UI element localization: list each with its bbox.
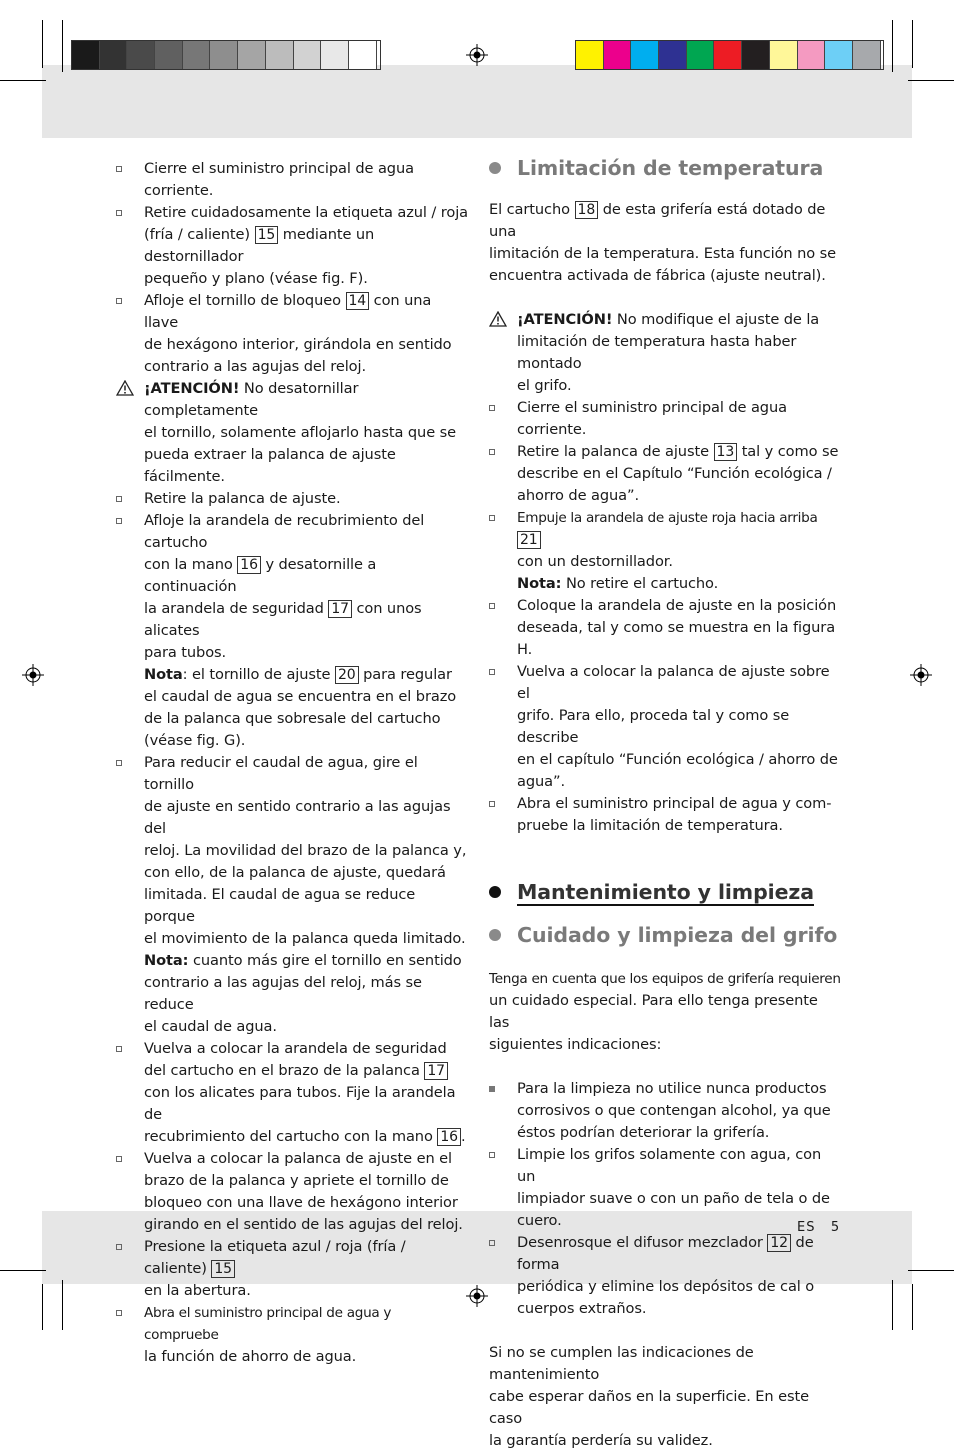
registration-mark-icon	[466, 44, 488, 66]
color-swatch	[798, 41, 826, 69]
warning-triangle-icon	[116, 380, 134, 396]
color-swatch	[659, 41, 687, 69]
color-swatch	[825, 41, 853, 69]
paragraph: Tenga en cuenta que los equipos de grifería requieren un cuidado especial. Para ello tenga presente las siguientes indicaciones:	[489, 971, 841, 1053]
part-number: 16	[437, 1128, 461, 1146]
heading-bullet-icon	[489, 162, 501, 174]
checkbox-bullet-icon	[489, 449, 495, 455]
part-number: 16	[237, 556, 261, 574]
checkbox-bullet-icon	[116, 298, 122, 304]
checkbox-bullet-icon	[489, 801, 495, 807]
checkbox-bullet-icon	[116, 1046, 122, 1052]
color-swatch	[714, 41, 742, 69]
color-swatch	[349, 41, 377, 69]
grey-calibration-bar	[71, 40, 381, 70]
crop-mark	[62, 1280, 63, 1330]
list-item: Retire la palanca de ajuste.	[116, 488, 468, 510]
part-number: 15	[255, 226, 279, 244]
crop-mark	[0, 1270, 46, 1271]
checkbox-bullet-icon	[116, 496, 122, 502]
list-item: Vuelva a colocar la palanca de ajuste en el brazo de la palanca y apriete el tornillo de bloqueo con una llave de hexágono interior girando en el sentido de las agujas del reloj.	[116, 1148, 468, 1236]
color-swatch	[742, 41, 770, 69]
crop-mark	[912, 1284, 913, 1330]
list-item: Afloje la arandela de recubrimiento del cartucho con la mano 16 y desatornille a continuación la arandela de seguridad 17 con unos alicates para tubos. Nota: el tornillo de ajuste 20 para regular el caudal de agua se encuentra en el brazo de la palanca que sobresale del cartucho (véase fig. G).	[116, 510, 468, 752]
part-number: 13	[714, 443, 738, 461]
section-heading: Mantenimiento y limpieza	[489, 879, 841, 905]
checkbox-bullet-icon	[489, 405, 495, 411]
list-item: Vuelva a colocar la arandela de seguridad del cartucho en el brazo de la palanca 17 con los alicates para tubos. Fije la arandela de recubrimiento del cartucho con la mano 16 .	[116, 1038, 468, 1148]
list-item: Afloje el tornillo de bloqueo 14 con una llave de hexágono interior, girándola en sentido contrario a las agujas del reloj.	[116, 290, 468, 378]
paragraph: Si no se cumplen las indicaciones de mantenimiento cabe esperar daños en la superficie. En este caso la garantía perdería su validez.	[489, 1344, 809, 1449]
color-swatch	[100, 41, 128, 69]
heading-bullet-icon	[489, 886, 501, 898]
warning-triangle-icon	[489, 311, 507, 327]
list-item: Desenrosque el difusor mezclador 12 de forma periódica y elimine los depósitos de cal o cuerpos extraños.	[489, 1232, 841, 1320]
checkbox-bullet-icon	[489, 1152, 495, 1158]
crop-mark	[62, 20, 63, 72]
color-swatch	[604, 41, 632, 69]
crop-mark	[42, 1284, 43, 1330]
color-swatch	[127, 41, 155, 69]
part-number: 20	[335, 666, 359, 684]
list-item: Empuje la arandela de ajuste roja hacia arriba 21 con un destornillador. Nota: No retire el cartucho.	[489, 507, 841, 595]
color-swatch	[687, 41, 715, 69]
registration-mark-icon	[910, 664, 932, 686]
color-calibration-bar	[575, 40, 884, 70]
color-swatch	[266, 41, 294, 69]
color-swatch	[576, 41, 604, 69]
page-footer	[797, 1220, 840, 1235]
part-number: 18	[575, 201, 599, 219]
list-item: Retire la palanca de ajuste 13 tal y como se describe en el Capítulo “Función ecológica / ahorro de agua”.	[489, 441, 841, 507]
checkbox-bullet-icon	[116, 1244, 122, 1250]
paragraph: El cartucho 18 de esta grifería está dotado de una limitación de la temperatura. Esta función no se encuentra activada de fábrica (ajuste neutral).	[489, 201, 837, 284]
checkbox-bullet-icon	[116, 1310, 122, 1316]
language-code: ES	[797, 1220, 816, 1235]
part-number: 17	[328, 600, 352, 618]
list-item: Para la limpieza no utilice nunca productos corrosivos o que contengan alcohol, ya que éstos podrían deteriorar la grifería.	[489, 1078, 841, 1144]
list-item: Coloque la arandela de ajuste en la posición deseada, tal y como se muestra en la figura H.	[489, 595, 841, 661]
list-item: Limpie los grifos solamente con agua, con un limpiador suave o con un paño de tela o de cuero.	[489, 1144, 841, 1232]
checkbox-bullet-icon	[116, 518, 122, 524]
part-number: 14	[346, 292, 370, 310]
checkbox-bullet-icon	[489, 603, 495, 609]
crop-mark	[42, 20, 43, 68]
list-item: Cierre el suministro principal de agua corriente.	[116, 158, 468, 202]
checkbox-bullet-icon	[116, 210, 122, 216]
list-item: Retire cuidadosamente la etiqueta azul / roja (fría / caliente) 15 mediante un destornillador pequeño y plano (véase fig. F).	[116, 202, 468, 290]
color-swatch	[631, 41, 659, 69]
list-item: Para reducir el caudal de agua, gire el tornillo de ajuste en sentido contrario a las agujas del reloj. La movilidad del brazo de la palanca y, con ello, de la palanca de ajuste, quedará limitada. El caudal de agua se reduce porque el movimiento de la palanca queda limitado. Nota: cuanto más gire el tornillo en sentido contrario a las agujas del reloj, más se reduce el caudal de agua.	[116, 752, 468, 1038]
color-swatch	[238, 41, 266, 69]
list-item: Cierre el suministro principal de agua corriente.	[489, 397, 841, 441]
color-swatch	[155, 41, 183, 69]
checkbox-bullet-icon	[116, 166, 122, 172]
list-item: Presione la etiqueta azul / roja (fría / caliente) 15 en la abertura.	[116, 1236, 468, 1302]
crop-mark	[0, 80, 46, 81]
right-column	[489, 155, 841, 1452]
color-swatch	[210, 41, 238, 69]
section-heading: Cuidado y limpieza del grifo	[489, 922, 841, 948]
list-item: Abra el suministro principal de agua y com- pruebe la limitación de temperatura.	[489, 793, 841, 837]
checkbox-bullet-icon	[489, 669, 495, 675]
crop-mark	[908, 1270, 954, 1271]
page-number: 5	[830, 1220, 841, 1235]
crop-mark	[892, 20, 893, 72]
crop-mark	[912, 20, 913, 68]
checkbox-bullet-icon	[116, 1156, 122, 1162]
header-band	[42, 65, 912, 138]
color-swatch	[853, 41, 881, 69]
warning-block: ¡ATENCIÓN! No desatornillar completamente el tornillo, solamente aflojarlo hasta que se pueda extraer la palanca de ajuste fácilmente.	[116, 378, 468, 488]
checkbox-bullet-icon	[489, 1240, 495, 1246]
part-number: 17	[424, 1062, 448, 1080]
color-swatch	[183, 41, 211, 69]
heading-bullet-icon	[489, 929, 501, 941]
checkbox-bullet-icon	[489, 515, 495, 521]
color-swatch	[294, 41, 322, 69]
color-swatch	[321, 41, 349, 69]
list-item: Abra el suministro principal de agua y compruebe la función de ahorro de agua.	[116, 1302, 468, 1368]
crop-mark	[892, 1280, 893, 1330]
square-bullet-icon	[489, 1086, 495, 1092]
registration-mark-icon	[22, 664, 44, 686]
part-number: 15	[211, 1260, 235, 1278]
part-number: 21	[517, 531, 541, 549]
registration-mark-icon	[466, 1285, 488, 1307]
color-swatch	[770, 41, 798, 69]
color-swatch	[72, 41, 100, 69]
section-heading: Limitación de temperatura	[489, 155, 841, 181]
crop-mark	[908, 80, 954, 81]
checkbox-bullet-icon	[116, 760, 122, 766]
left-column	[116, 158, 468, 1368]
list-item: Vuelva a colocar la palanca de ajuste sobre el grifo. Para ello, proceda tal y como se describe en el capítulo “Función ecológica / ahorro de agua”.	[489, 661, 841, 793]
warning-block: ¡ATENCIÓN! No modifique el ajuste de la limitación de temperatura hasta haber montado el grifo.	[489, 309, 841, 397]
part-number: 12	[767, 1234, 791, 1252]
